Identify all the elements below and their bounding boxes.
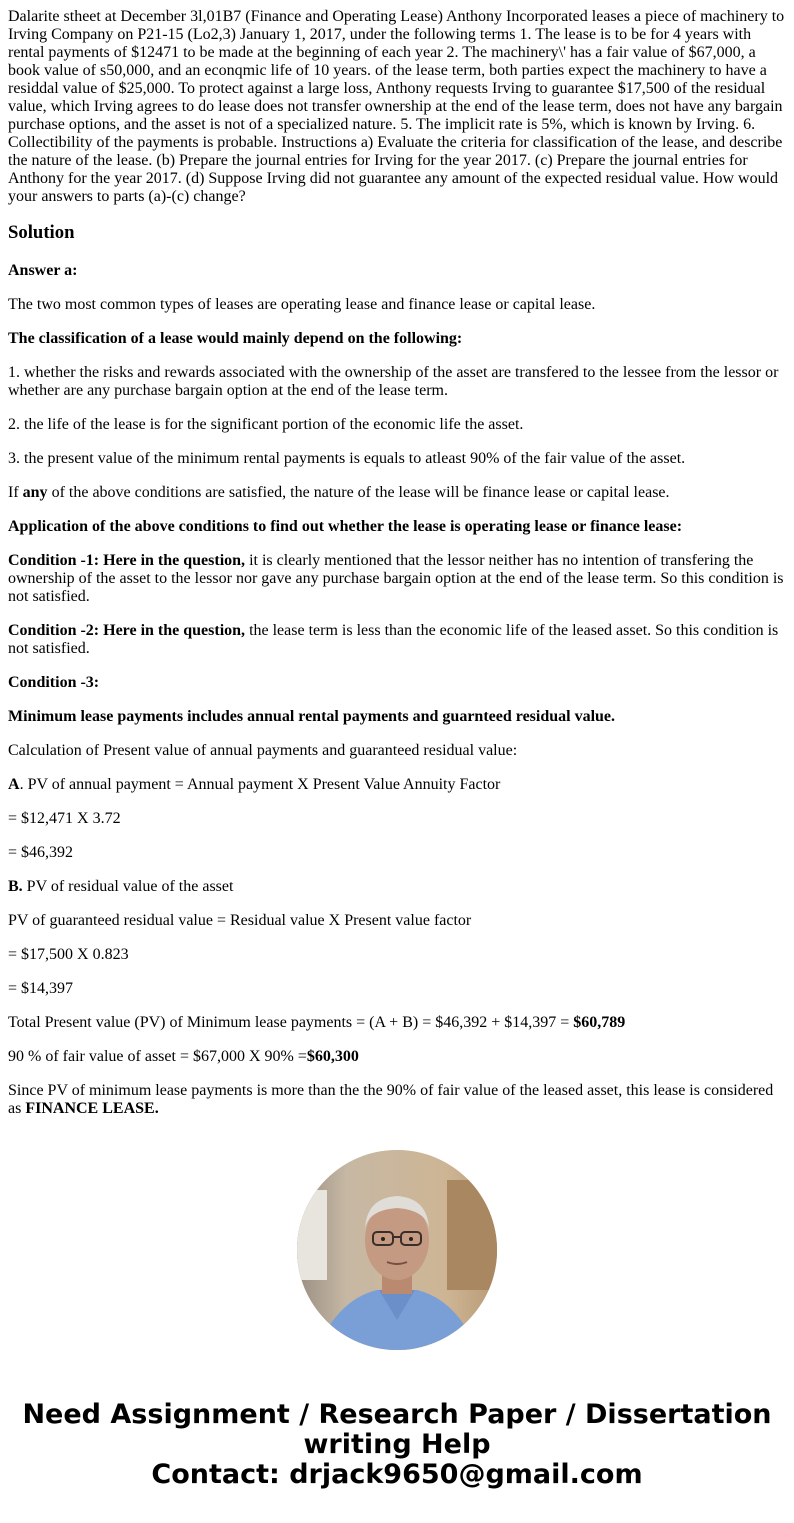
avatar-portrait-icon	[297, 1150, 497, 1350]
question-text: Dalarite stheet at December 3l,01B7 (Finance and Operating Lease) Anthony Incorporated leases a piece of machinery to Irving Company on P21-15 (Lo2,3) January 1, 2017, under the following terms 1. The lease is to be for 4 years with rental payments of $12471 to be made at the beginning of each year 2. The machinery\' has a fair value of $67,000, a book value of s50,000, and an econqmic life of 10 years. of the lease term, both parties expect the machinery to have a residdal value of $25,000. To protect against a large loss, Anthony requests Irving to guarantee $17,500 of the residual value, which Irving agrees to do lease does not transfer ownership at the end of the lease term, does not have any bargain purchase options, and the asset is not of a specialized nature. 5. The implicit rate is 5%, which is known by Irving. 6. Collectibility of the payments is probable. Instructions a) Evaluate the criteria for classification of the lease, and describe the nature of the lease. (b) Prepare the journal entries for Irving for the year 2017. (c) Prepare the journal entries for Anthony for the year 2017. (d) Suppose Irving did not guarantee any amount of the expected residual value. How would your answers to parts (a)-(c) change?	[8, 8, 785, 205]
calc-a-line1: = $12,471 X 3.72	[8, 810, 121, 827]
condition-1: Condition -1: Here in the question, it is clearly mentioned that the lessor neither has no intention of transfering the ownership of the asset to the lessor nor gave any purchase bargain option at the end of the lease term. So this condition is not satisfied.	[8, 552, 784, 605]
footer-line-2: writing Help	[303, 1429, 491, 1460]
calc-a-line2: = $46,392	[8, 844, 74, 861]
avatar	[297, 1150, 497, 1350]
calc-b-line1: = $17,500 X 0.823	[8, 946, 129, 963]
calc-intro: Calculation of Present value of annual payments and guaranteed residual value:	[8, 742, 518, 759]
min-lease-heading: Minimum lease payments includes annual rental payments and guarnteed residual value.	[8, 708, 616, 725]
calc-b-line2: = $14,397	[8, 980, 74, 997]
criterion-1: 1. whether the risks and rewards associated with the ownership of the asset are transfered to the lessee from the lessor or whether are any purchase bargain option at the end of the lease term.	[8, 364, 779, 399]
condition-2: Condition -2: Here in the question, the lease term is less than the economic life of the leased asset. So this condition is not satisfied.	[8, 622, 779, 657]
classification-heading: The classification of a lease would mainly depend on the following:	[8, 330, 463, 347]
criterion-3: 3. the present value of the minimum rental payments is equals to atleast 90% of the fair value of the asset.	[8, 450, 686, 467]
calc-a: A. PV of annual payment = Annual payment X Present Value Annuity Factor	[8, 776, 501, 793]
total-pv: Total Present value (PV) of Minimum lease payments = (A + B) = $46,392 + $14,397 = $60,789	[8, 1014, 626, 1031]
condition-3: Condition -3:	[8, 674, 100, 691]
calc-b: B. PV of residual value of the asset	[8, 878, 234, 895]
intro-paragraph: The two most common types of leases are operating lease and finance lease or capital lease.	[8, 296, 596, 313]
if-any-paragraph: If any of the above conditions are satisfied, the nature of the lease will be finance lease or capital lease.	[8, 484, 670, 501]
footer-line-3: Contact: drjack9650@gmail.com	[151, 1459, 643, 1490]
solution-heading: Solution	[8, 222, 75, 243]
conclusion: Since PV of minimum lease payments is more than the the 90% of fair value of the leased asset, this lease is considered as FINANCE LEASE.	[8, 1082, 774, 1117]
footer-contact	[8, 1400, 786, 1490]
answer-label: Answer a:	[8, 262, 78, 279]
calc-b-formula: PV of guaranteed residual value = Residual value X Present value factor	[8, 912, 472, 929]
ninety-percent: 90 % of fair value of asset = $67,000 X 90% =$60,300	[8, 1048, 359, 1065]
criterion-2: 2. the life of the lease is for the significant portion of the economic life the asset.	[8, 416, 524, 433]
avatar-container	[8, 1150, 786, 1350]
footer-line-1: Need Assignment / Research Paper / Dissertation	[22, 1399, 772, 1430]
application-heading: Application of the above conditions to find out whether the lease is operating lease or finance lease:	[8, 518, 683, 535]
